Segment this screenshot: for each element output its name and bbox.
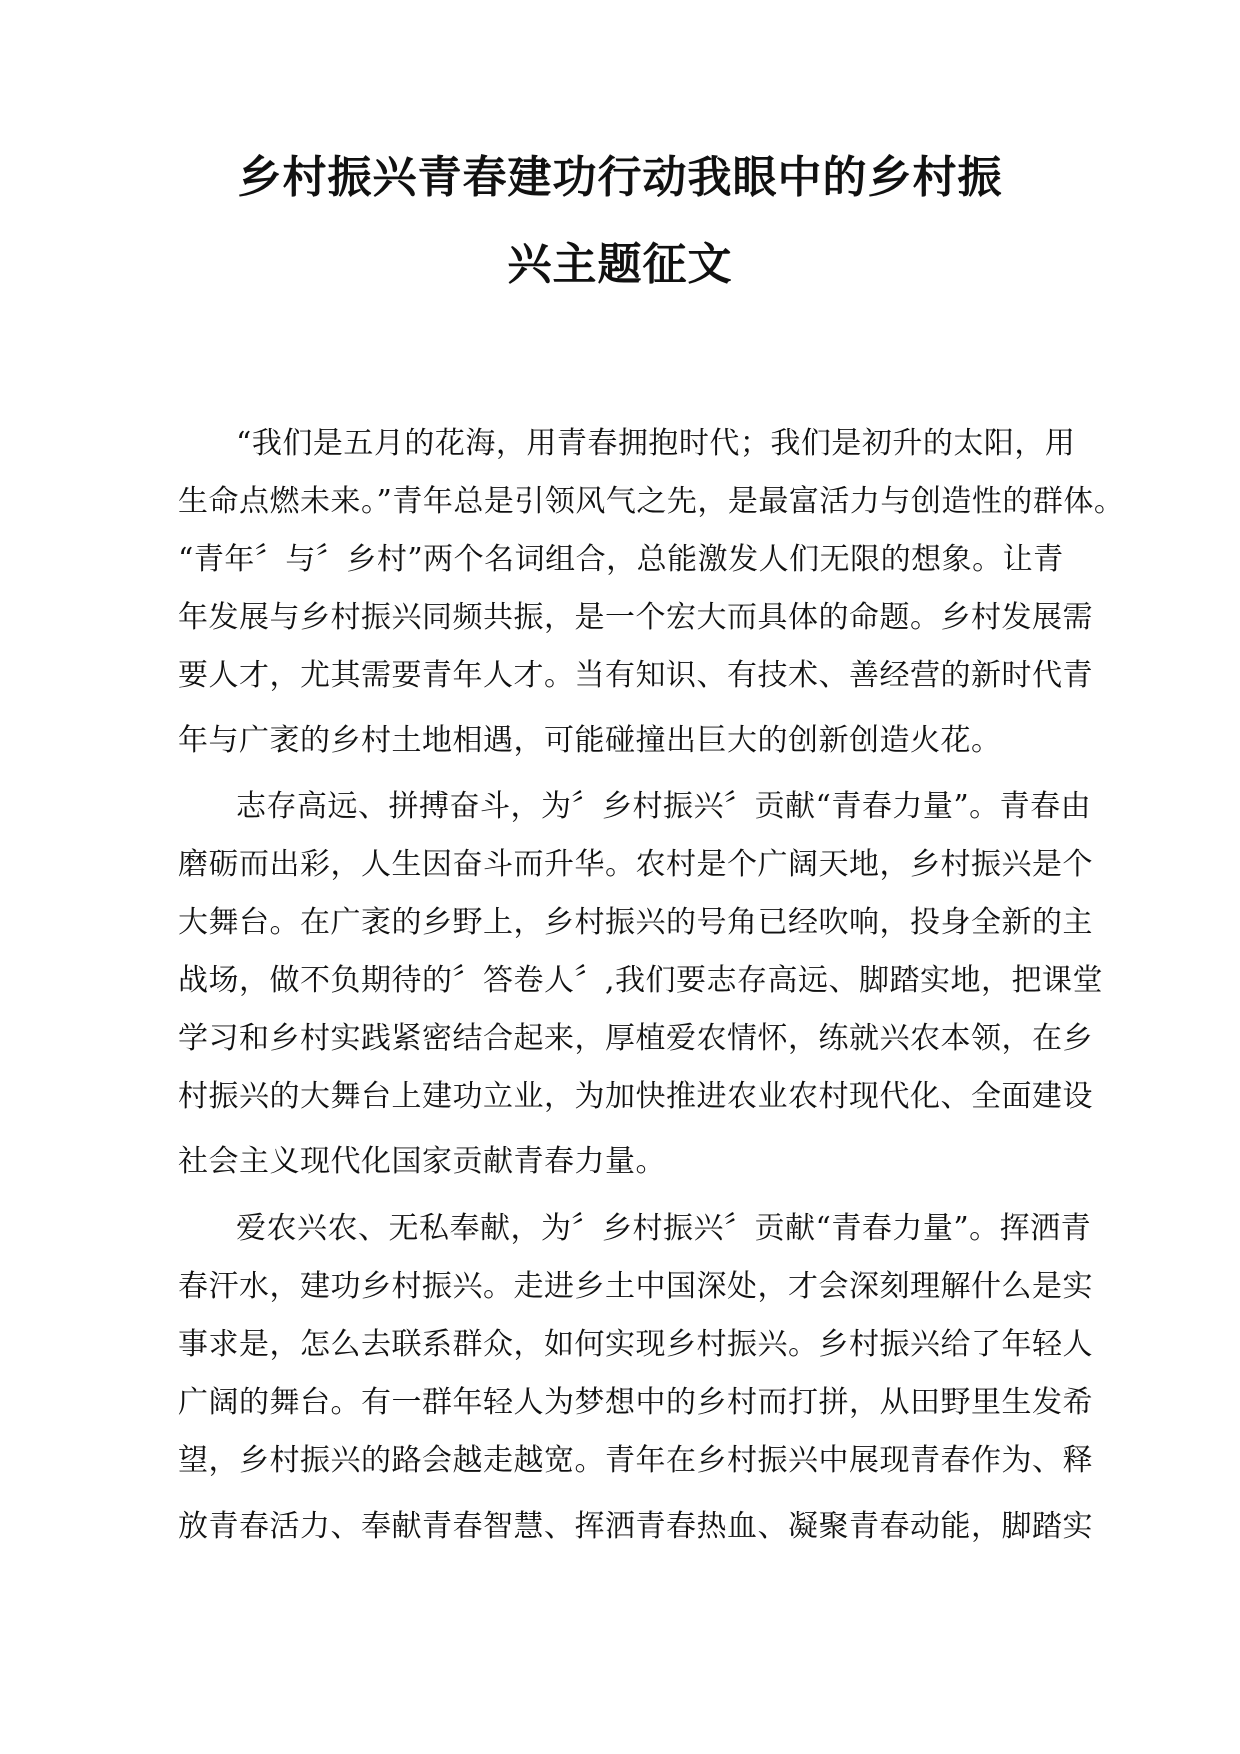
paragraph-3-line-4: 广阔的舞台。有一群年轻人为梦想中的乡村而打拼，从田野里生发希 xyxy=(178,1385,1093,1420)
paragraph-2-line-4: 战场，做不负期待的〞答卷人〞,我们要志存高远、脚踏实地，把课堂 xyxy=(178,963,1104,998)
paragraph-2-line-7: 社会主义现代化国家贡献青春力量。 xyxy=(178,1144,666,1179)
paragraph-1-line-1: “我们是五月的花海，用青春拥抱时代；我们是初升的太阳，用 xyxy=(236,426,1076,461)
paragraph-2-line-2: 磨砺而出彩，人生因奋斗而升华。农村是个广阔天地，乡村振兴是个 xyxy=(178,847,1093,882)
paragraph-1-line-2: 生命点燃未来。”青年总是引领风气之先，是最富活力与创造性的群体。 xyxy=(178,484,1125,519)
paragraph-3-line-2: 春汗水，建功乡村振兴。走进乡土中国深处，才会深刻理解什么是实 xyxy=(178,1269,1093,1304)
document-title-line-2: 兴主题征文 xyxy=(507,239,733,290)
paragraph-1-line-6: 年与广袤的乡村土地相遇，可能碰撞出巨大的创新创造火花。 xyxy=(178,723,1002,758)
paragraph-3-line-5: 望，乡村振兴的路会越走越宽。青年在乡村振兴中展现青春作为、释 xyxy=(178,1443,1093,1478)
paragraph-3-line-6: 放青春活力、奉献青春智慧、挥洒青春热血、凝聚青春动能，脚踏实 xyxy=(178,1509,1093,1544)
paragraph-2-line-5: 学习和乡村实践紧密结合起来，厚植爱农情怀，练就兴农本领，在乡 xyxy=(178,1021,1093,1056)
paragraph-1-line-5: 要人才，尤其需要青年人才。当有知识、有技术、善经营的新时代青 xyxy=(178,658,1093,693)
paragraph-3-line-3: 事求是，怎么去联系群众，如何实现乡村振兴。乡村振兴给了年轻人 xyxy=(178,1327,1093,1362)
paragraph-2-line-3: 大舞台。在广袤的乡野上，乡村振兴的号角已经吹响，投身全新的主 xyxy=(178,905,1093,940)
paragraph-2-line-6: 村振兴的大舞台上建功立业，为加快推进农业农村现代化、全面建设 xyxy=(178,1079,1093,1114)
paragraph-1-line-4: 年发展与乡村振兴同频共振，是一个宏大而具体的命题。乡村发展需 xyxy=(178,600,1093,635)
paragraph-2-line-1: 志存高远、拼搏奋斗，为〞乡村振兴〞贡献“青春力量”。青春由 xyxy=(236,789,1092,824)
paragraph-3-line-1: 爱农兴农、无私奉献，为〞乡村振兴〞贡献“青春力量”。挥洒青 xyxy=(236,1211,1092,1246)
paragraph-1-line-3: “青年〞与〞乡村”两个名词组合，总能激发人们无限的想象。让青 xyxy=(178,542,1064,577)
document-title-line-1: 乡村振兴青春建功行动我眼中的乡村振 xyxy=(237,152,1003,203)
